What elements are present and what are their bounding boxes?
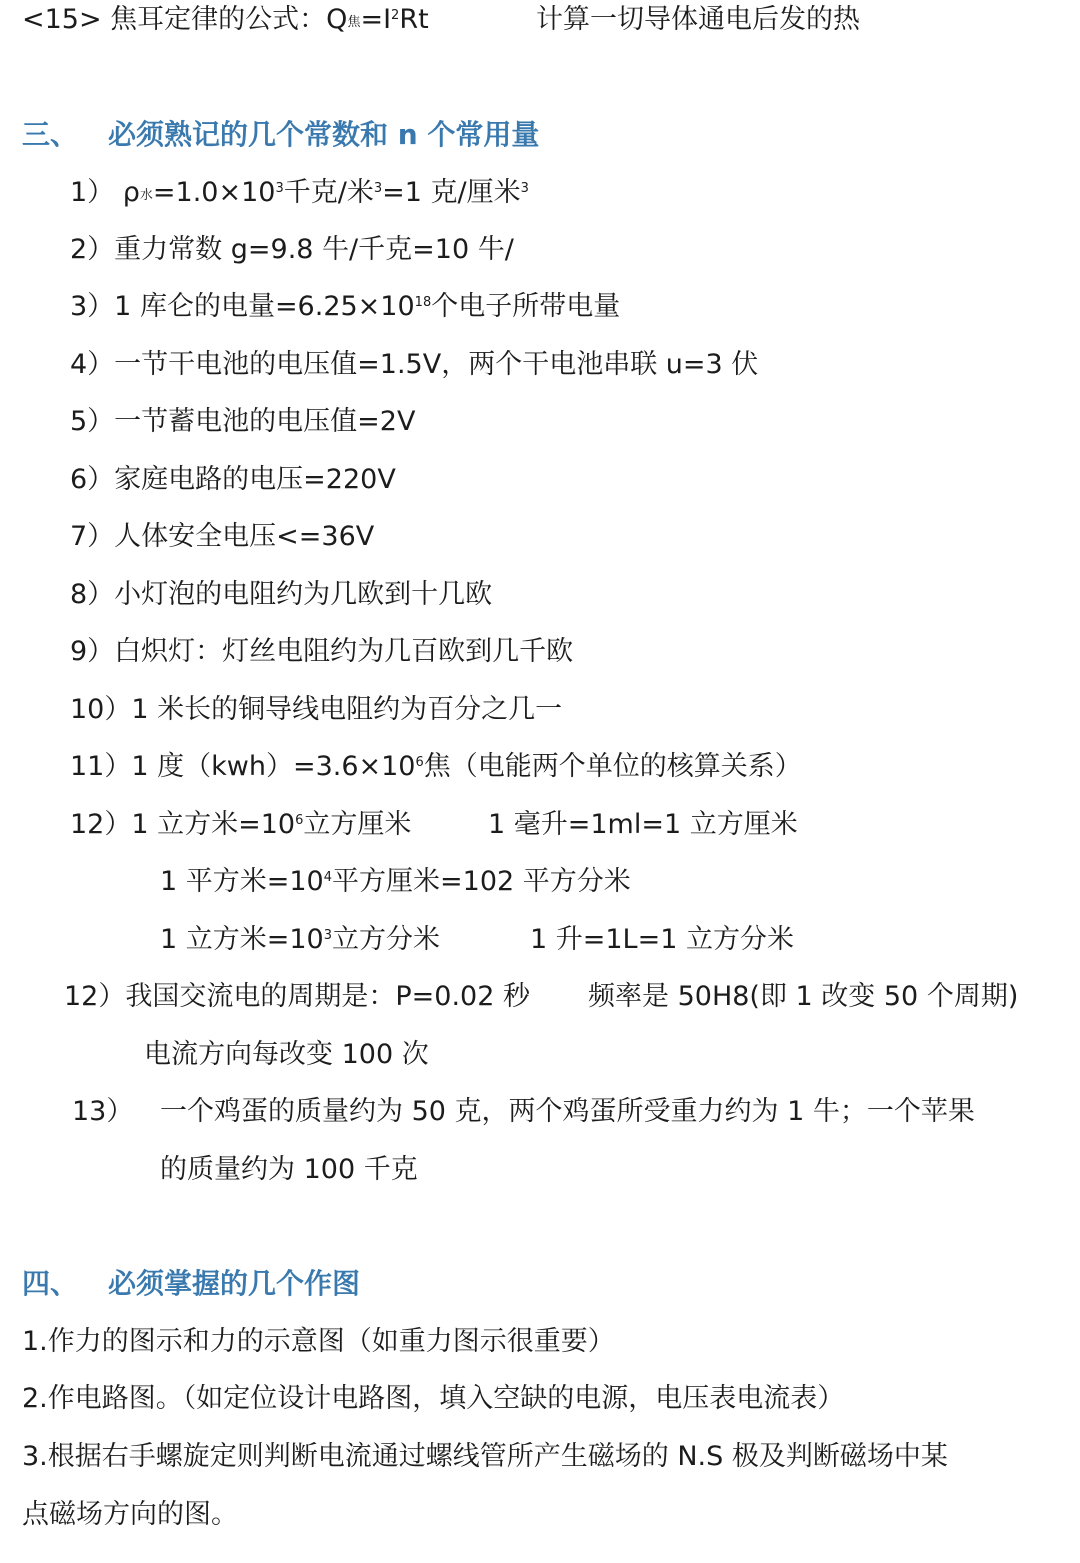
formula-15-line (22, 0, 429, 40)
item-12a-prefix: 12）1 立方米=10 (70, 809, 296, 840)
item-12b-prefix: 1 平方米=10 (160, 866, 324, 897)
list-item-1 (70, 173, 529, 213)
item-12a-suffix: 立方厘米 (303, 809, 412, 840)
formula-15-exponent: 2 (391, 8, 400, 23)
list-item-7: 7）人体安全电压<=36V (70, 521, 375, 552)
item-12b-exponent: 4 (323, 870, 333, 885)
item-1-prefix: 1） ρ (70, 177, 140, 208)
formula-15-eq: =I (360, 4, 392, 35)
section-3-title: 必须熟记的几个常数和 n 个常用量 (108, 118, 540, 151)
drawing-item-3-line-1: 3.根据右手螺旋定则判断电流通过螺线管所产生磁场的 N.S 极及判断磁场中某 (22, 1441, 948, 1472)
list-item-2: 2）重力常数 g=9.8 牛/千克=10 牛/ (70, 234, 514, 265)
list-item-8: 8）小灯泡的电阻约为几欧到十几欧 (70, 579, 493, 610)
drawing-item-1: 1.作力的图示和力的示意图（如重力图示很重要） (22, 1326, 615, 1357)
list-item-12-line-3 (160, 920, 440, 960)
item-1-exp-2: 3 (373, 181, 383, 196)
item-12c-suffix: 立方分米 (332, 924, 441, 955)
list-item-12-line-3-right: 1 升=1L=1 立方分米 (530, 924, 794, 955)
section-4-title: 必须掌握的几个作图 (108, 1267, 361, 1300)
list-item-4: 4）一节干电池的电压值=1.5V，两个干电池串联 u=3 伏 (70, 349, 759, 380)
drawing-item-2: 2.作电路图。（如定位设计电路图，填入空缺的电源，电压表电流表） (22, 1383, 845, 1414)
formula-15-rest: Rt (399, 4, 429, 35)
item-12c-exponent: 3 (323, 928, 333, 943)
list-item-5: 5）一节蓄电池的电压值=2V (70, 406, 416, 437)
item-1-unit-1: 千克/米 (283, 177, 374, 208)
item-1-exp-3: 3 (520, 181, 529, 196)
item-11-exponent: 6 (415, 755, 424, 770)
item-3-suffix: 个电子所带电量 (431, 291, 621, 322)
item-1-value: =1.0×10 (152, 177, 276, 208)
list-item-12-line-1-right: 1 毫升=1ml=1 立方厘米 (488, 809, 798, 840)
item-1-unit-2: =1 克/厘米 (382, 177, 521, 208)
list-item-12-ac-period: 12）我国交流电的周期是：P=0.02 秒 (64, 981, 530, 1012)
list-item-10: 10）1 米长的铜导线电阻约为百分之几一 (70, 694, 563, 725)
list-item-12-line-1 (70, 805, 411, 845)
list-item-13-number: 13） (72, 1096, 134, 1127)
formula-15-description: 计算一切导体通电后发的热 (536, 4, 860, 35)
section-3-number: 三、 (22, 118, 79, 151)
drawing-item-3-line-2: 点磁场方向的图。 (22, 1499, 238, 1530)
item-12c-prefix: 1 立方米=10 (160, 924, 324, 955)
item-1-subscript: 水 (139, 188, 153, 203)
item-3-exponent: 18 (414, 295, 432, 310)
list-item-13-line-2: 的质量约为 100 千克 (160, 1154, 418, 1185)
section-4-number: 四、 (22, 1267, 79, 1300)
item-12a-exponent: 6 (295, 813, 304, 828)
list-item-12-ac-frequency: 频率是 50H8(即 1 改变 50 个周期) (588, 981, 1019, 1012)
item-11-suffix: 焦（电能两个单位的核算关系） (423, 751, 802, 782)
list-item-12-current-direction: 电流方向每改变 100 次 (144, 1039, 429, 1070)
item-11-prefix: 11）1 度（kwh）=3.6×10 (70, 751, 416, 782)
list-item-3 (70, 287, 620, 327)
list-item-11 (70, 747, 802, 787)
item-3-prefix: 3）1 库仑的电量=6.25×10 (70, 291, 415, 322)
list-item-12-line-2 (160, 862, 631, 902)
formula-15-prefix: <15> 焦耳定律的公式：Q (22, 4, 348, 35)
list-item-9: 9）白炽灯：灯丝电阻约为几百欧到几千欧 (70, 636, 574, 667)
list-item-6: 6）家庭电路的电压=220V (70, 464, 396, 495)
list-item-13-line-1: 一个鸡蛋的质量约为 50 克，两个鸡蛋所受重力约为 1 牛；一个苹果 (160, 1096, 975, 1127)
item-12b-suffix: 平方厘米=102 平方分米 (332, 866, 631, 897)
item-1-exp-1: 3 (275, 181, 284, 196)
formula-15-subscript: 焦 (347, 15, 361, 30)
